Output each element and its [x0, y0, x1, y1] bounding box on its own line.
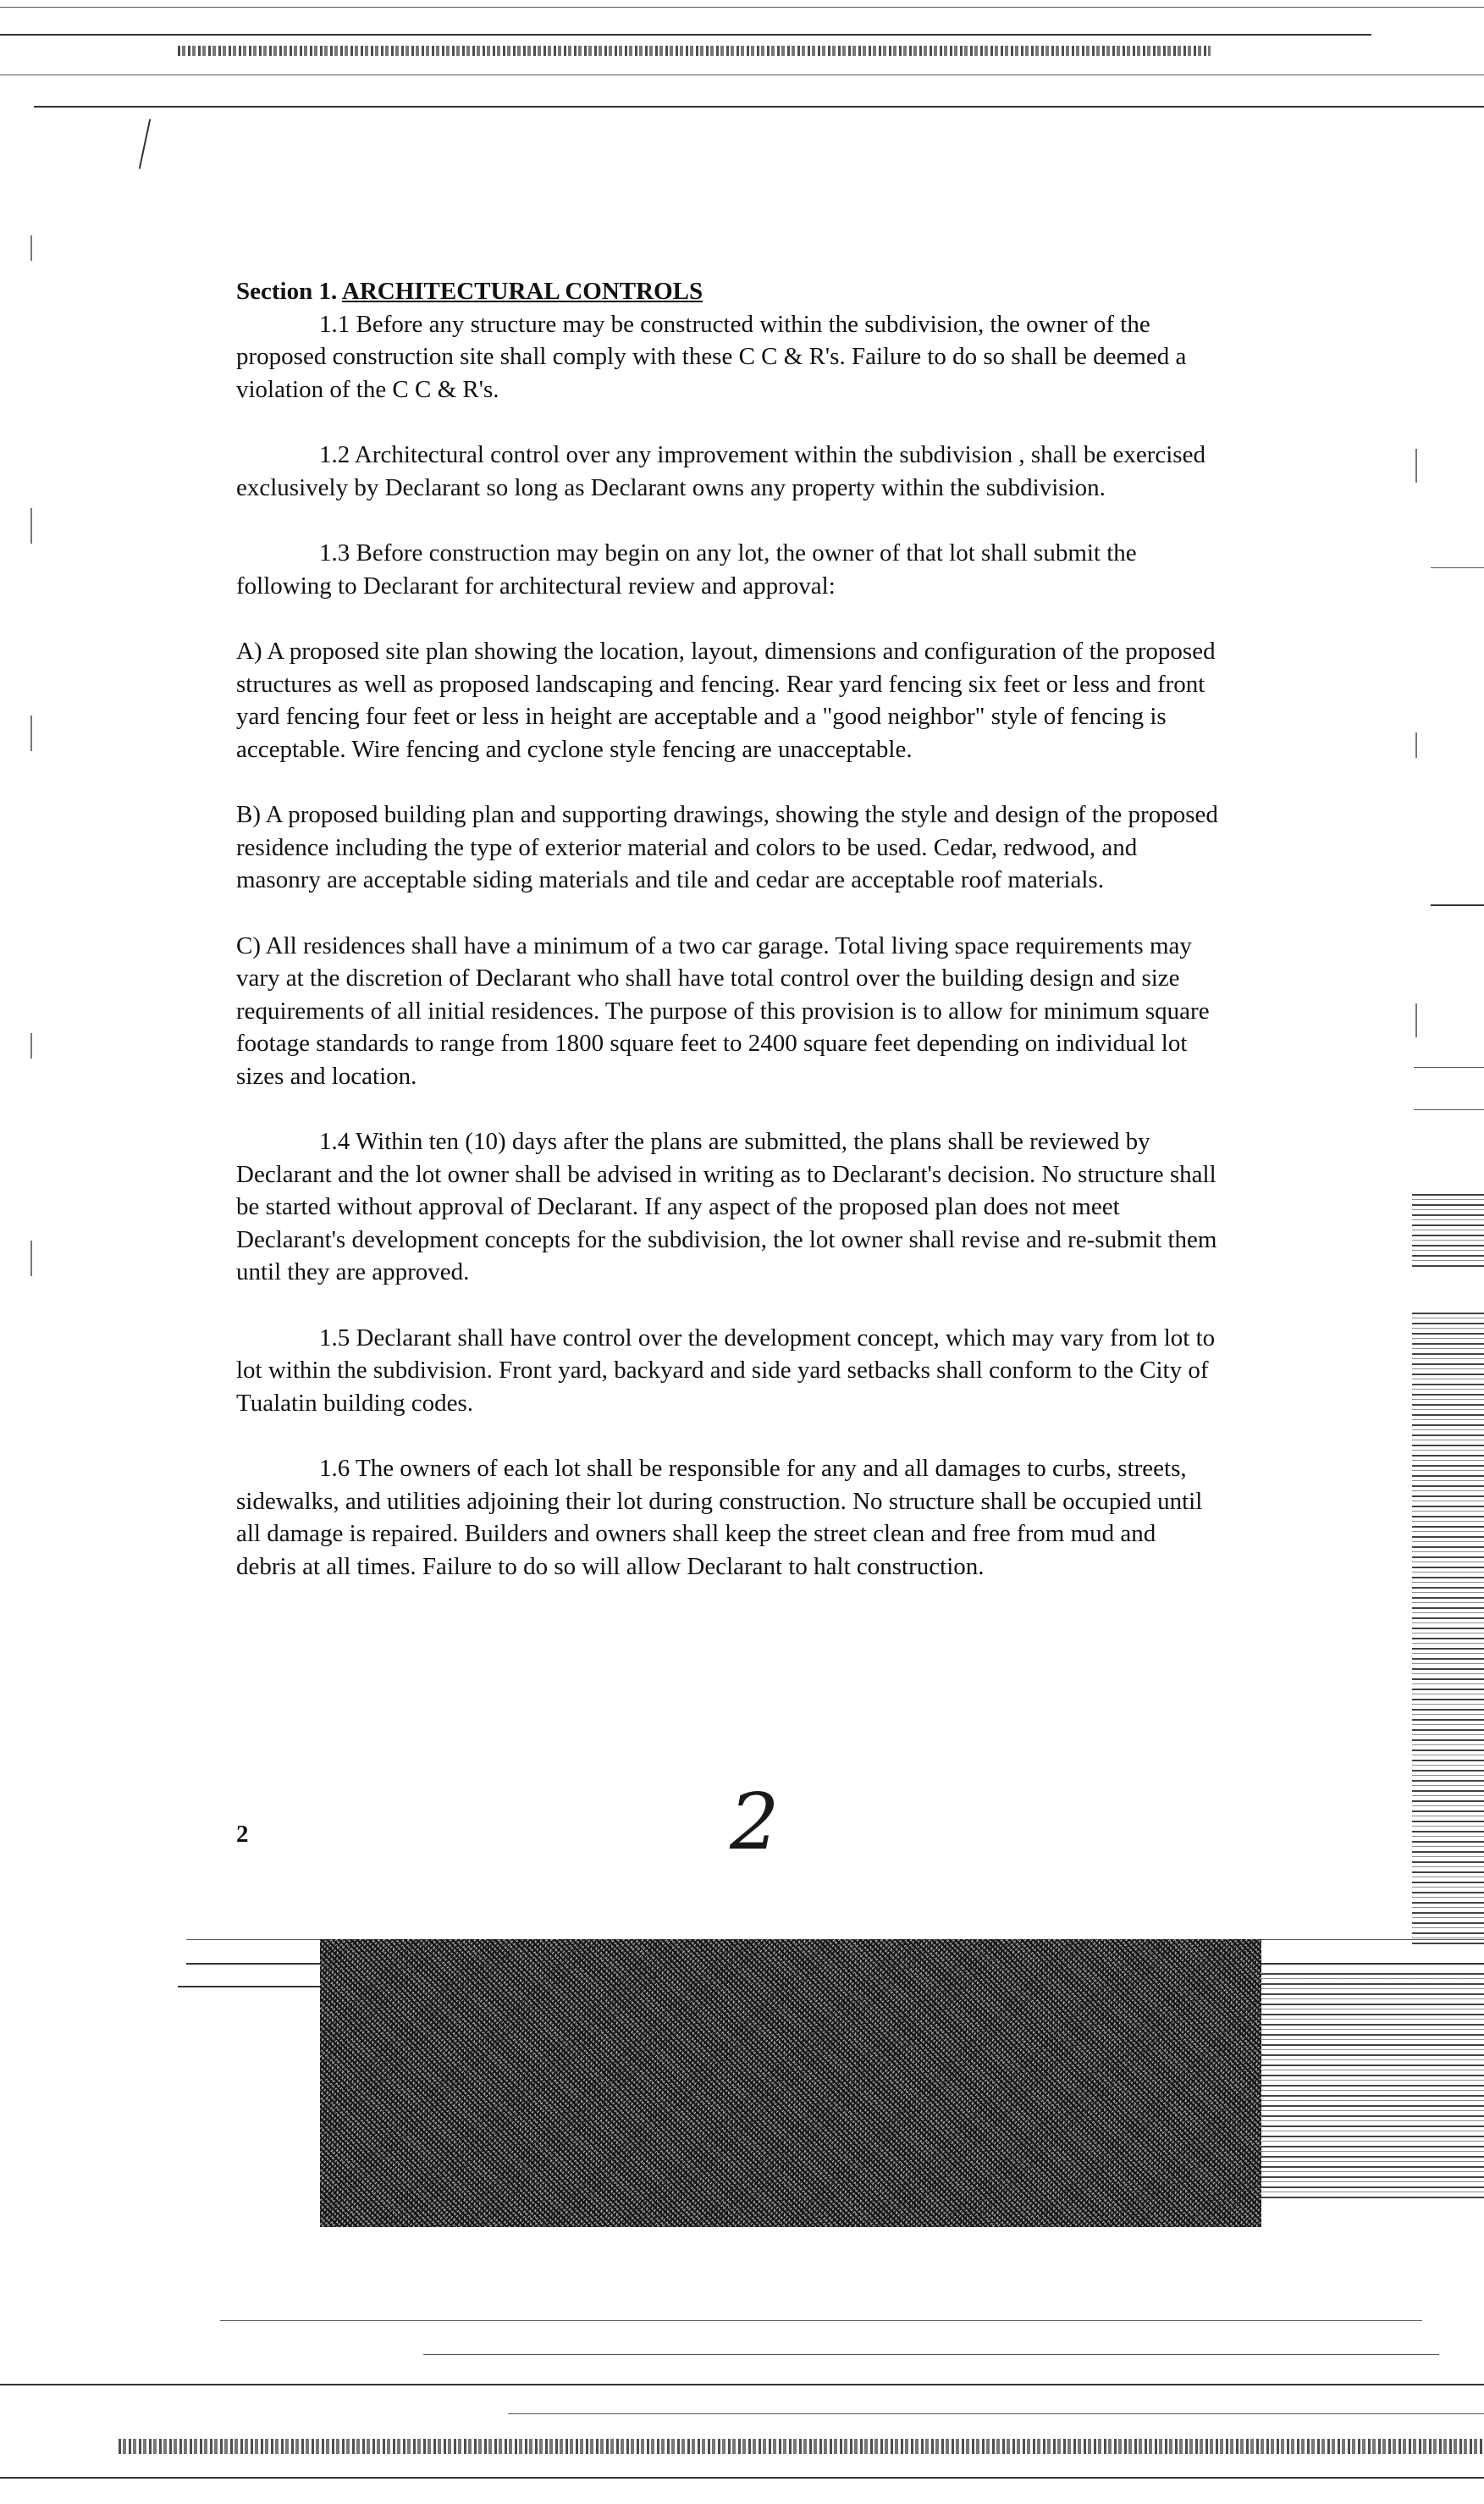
scan-artifact-left-tick-2 — [30, 508, 32, 544]
scan-artifact-bottom-line-5 — [423, 2354, 1439, 2355]
paragraph-1-4: 1.4 Within ten (10) days after the plans are submitted, the plans shall be reviewed by Declarant and the lot owner shall be advised in writing as to Declarant's decision. No structure shall be started without approval of Declarant. If any aspect of the proposed plan does not meet Declarant's development concepts for the subdivision, the lot owner shall revise and re-submit them until they are approved. — [236, 1128, 1217, 1285]
scan-artifact-left-tick-1 — [30, 235, 32, 261]
section-title: ARCHITECTURAL CONTROLS — [341, 278, 703, 305]
scan-artifact-pen-mark — [139, 119, 151, 169]
scan-artifact-top-line-2 — [0, 34, 1371, 36]
paragraph-c: C) All residences shall have a minimum of a two car garage. Total living space requirements may vary at the discretion of Declarant who shall have total control over the building design and size requirements of all initial residences. The purpose of this provision is to allow for minimum square footage standards to range from 1800 square feet to 2400 square feet depending on individual lot sizes and location. — [236, 931, 1210, 1090]
scan-artifact-right-line-2 — [1431, 904, 1484, 906]
section-prefix: Section 1. — [236, 278, 338, 305]
scan-artifact-left-tick-4 — [30, 1033, 32, 1059]
scan-artifact-left-tick-5 — [30, 1241, 32, 1276]
scan-artifact-right-stripes-1 — [1412, 1194, 1484, 1270]
scan-artifact-right-tick-2 — [1415, 732, 1417, 758]
page-number: 2 — [236, 1821, 249, 1848]
paragraph-1-6: 1.6 The owners of each lot shall be responsible for any and all damages to curbs, streets, sidewalks, and utilities adjoining their lot during construction. No structure shall be occupied until all damage is repaired. Builders and owners shall keep the street clean and free from mud and debris at all times. Failure to do so will allow Declarant to halt construction. — [236, 1455, 1203, 1580]
scan-artifact-bottom-line-6 — [0, 2384, 1484, 2385]
scan-artifact-bottom-noise — [119, 2439, 1484, 2454]
paragraph-1-5: 1.5 Declarant shall have control over the development concept, which may vary from lot to lot within the subdivision. Front yard, backyard and side yard setbacks shall conform to the City of Tualatin building codes. — [236, 1324, 1216, 1417]
section-heading — [236, 275, 1218, 308]
document-body — [236, 275, 1218, 1616]
scan-artifact-top-line-4 — [34, 106, 1484, 108]
scan-artifact-right-line-3 — [1414, 1067, 1484, 1068]
scan-artifact-bottom-line-3 — [178, 1986, 322, 1987]
scan-artifact-right-line-4 — [1414, 1109, 1484, 1110]
paragraph-b: B) A proposed building plan and supporting drawings, showing the style and design of the proposed residence including the type of exterior material and colors to be used. Cedar, redwood, and masonry are acceptable siding materials and tile and cedar are acceptable roof materials. — [236, 801, 1218, 893]
scan-artifact-dark-block — [320, 1939, 1261, 2227]
paragraph-a: A) A proposed site plan showing the location, layout, dimensions and configuration of the proposed structures as well as proposed landscaping and fencing. Rear yard fencing six feet or less and front yard fencing four feet or less in height are acceptable and a "good neighbor" style of fencing is acceptable. Wire fencing and cyclone style fencing are unacceptable. — [236, 638, 1216, 763]
scan-artifact-top-line-1 — [0, 7, 1484, 8]
handwritten-page-number: 2 — [730, 1777, 780, 1867]
scan-artifact-right-stripes-2 — [1412, 1313, 1484, 1948]
scan-artifact-left-tick-3 — [30, 716, 32, 751]
scan-artifact-right-tick-1 — [1415, 449, 1417, 483]
scan-artifact-bottom-line-7 — [508, 2413, 1484, 2414]
scan-artifact-bottom-line-8 — [0, 2477, 1484, 2479]
scan-artifact-bottom-line-4 — [220, 2320, 1422, 2321]
scan-artifact-right-stripes-3 — [1261, 1973, 1484, 2202]
paragraph-1-1: 1.1 Before any structure may be constructed within the subdivision, the owner of the proposed construction site shall comply with these C C & R's. Failure to do so shall be deemed a violation of the C C & R's. — [236, 310, 1187, 403]
scan-artifact-right-line-1 — [1431, 567, 1484, 568]
paragraph-1-2: 1.2 Architectural control over any improvement within the subdivision , shall be exercised exclusively by Declarant so long as Declarant owns any property within the subdivision. — [236, 441, 1205, 501]
scan-artifact-right-tick-3 — [1415, 1003, 1417, 1037]
paragraph-1-3: 1.3 Before construction may begin on any lot, the owner of that lot shall submit the following to Declarant for architectural review and approval: — [236, 539, 1137, 600]
scan-artifact-top-noise — [178, 46, 1211, 56]
